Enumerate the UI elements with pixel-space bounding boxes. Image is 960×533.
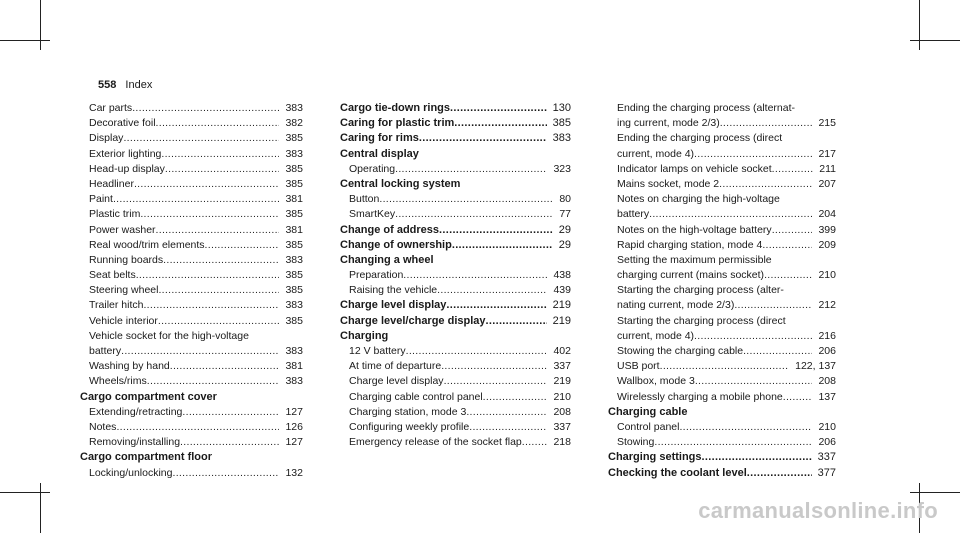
entry-text: Running boards [89,253,164,266]
crop-mark [910,492,960,493]
entry-text: battery [89,345,122,357]
heading-text: Changing a wheel [340,253,434,266]
page-number: 558 [98,79,117,91]
index-heading [340,116,571,131]
index-entry [80,283,303,298]
page-reference: 383 [285,102,303,114]
entry-text: Car parts [89,102,133,114]
dot-leader [121,344,279,359]
page-reference: 385 [285,314,303,327]
entry-text: Notes [89,420,117,433]
dot-leader [695,374,813,389]
page-reference: 212 [818,299,836,312]
index-heading [340,298,571,313]
dot-leader [486,314,547,329]
page-reference: 207 [818,177,836,190]
page-reference: 217 [818,147,836,160]
entry-text: Steering wheel [89,284,159,297]
heading-text: Charge level display [340,299,447,312]
index-entry [80,405,303,420]
dot-leader [450,101,547,116]
entry-text: Extending/retracting [89,405,183,418]
page-reference: 337 [553,360,571,373]
index-entry [608,177,836,192]
entry-text: Ending the charging process (alternat- [617,102,796,114]
index-entry [340,420,571,435]
index-heading [608,450,836,465]
entry-text: At time of departure [349,360,442,373]
index-entry [340,192,571,207]
index-heading [340,131,571,146]
dot-leader [660,359,790,374]
page-reference: 210 [553,390,571,403]
dot-leader [113,192,280,207]
entry-text: Trailer hitch [89,299,144,312]
crop-mark [0,492,50,493]
dot-leader [783,390,813,405]
index-entry [608,162,836,177]
dot-leader [772,162,814,177]
heading-text: Checking the coolant level [608,466,747,479]
index-entry [340,435,571,450]
dot-leader [734,298,812,313]
entry-text: Stowing the charging cable [617,345,744,357]
page-reference: 383 [285,375,303,388]
dot-leader [395,162,547,177]
dot-leader [172,466,279,481]
dot-leader [156,116,280,131]
dot-leader [679,420,812,435]
index-entry [80,116,303,131]
entry-text: Power washer [89,223,156,236]
entry-text: Headliner [89,177,134,190]
index-heading [80,450,303,465]
dot-leader [123,131,279,146]
watermark: carmanualsonline.info [698,498,938,523]
entry-text: USB port [617,360,660,373]
index-entry [608,329,836,344]
index-entry [608,101,836,116]
heading-text: Caring for rims [340,132,419,145]
entry-text: SmartKey [349,208,396,221]
heading-text: Central locking system [340,177,461,190]
index-entry [80,329,303,344]
dot-leader [158,283,279,298]
entry-text: ing current, mode 2/3) [617,117,720,130]
dot-leader [182,405,279,420]
index-entry [608,116,836,131]
index-entry [80,435,303,450]
entry-text: Display [89,132,124,145]
entry-text: Control panel [617,420,680,433]
index-entry [80,359,303,374]
page-reference: 209 [818,238,836,251]
page-reference: 218 [553,436,571,449]
page-reference: 219 [552,314,571,327]
index-entry [80,374,303,389]
page-reference: 383 [285,299,303,312]
entry-text: Starting the charging process (alter- [617,284,784,297]
entry-text: Emergency release of the socket flap [349,436,522,449]
index-entry [340,390,571,405]
index-heading [80,390,303,405]
index-column-2 [340,101,571,450]
index-column-1 [80,101,303,481]
page-reference: 439 [553,284,571,297]
page-reference: 385 [285,177,303,190]
dot-leader [469,420,547,435]
heading-text: Charging cable [608,405,688,418]
dot-leader [140,207,279,222]
index-entry [80,177,303,192]
index-entry [80,238,303,253]
page-reference: 385 [285,284,303,297]
entry-text: Charging cable control panel [349,390,483,403]
page-reference: 438 [553,269,571,282]
page-header [98,79,152,91]
index-entry [80,268,303,283]
dot-leader [134,177,280,192]
index-entry [340,162,571,177]
heading-text: Charging settings [608,451,702,464]
dot-leader [437,283,547,298]
page-reference: 399 [818,223,836,236]
index-heading [340,253,571,268]
dot-leader [136,268,280,283]
page-reference: 385 [285,132,303,145]
index-entry [80,192,303,207]
dot-leader [444,374,548,389]
page-reference: 385 [552,117,571,130]
page-reference: 208 [553,405,571,418]
dot-leader [694,147,812,162]
page-title: Index [125,79,153,91]
entry-text: current, mode 4) [617,147,695,160]
index-entry [80,223,303,238]
page-reference: 77 [559,208,571,221]
index-entry [608,298,836,313]
entry-text: Seat belts [89,269,136,282]
page-reference: 337 [817,451,836,464]
dot-leader [441,359,547,374]
index-entry [80,253,303,268]
dot-leader [764,268,812,283]
entry-text: Vehicle socket for the high-voltage [89,329,249,342]
page-reference: 215 [818,117,836,130]
index-entry [80,131,303,146]
entry-text: Operating [349,162,396,175]
page-reference: 122, 137 [795,360,836,373]
dot-leader [132,101,279,116]
dot-leader [403,268,547,283]
dot-leader [454,116,546,131]
dot-leader [439,223,553,238]
index-entry [608,253,836,268]
page-reference: 132 [285,466,303,479]
index-entry [80,147,303,162]
index-heading [340,238,571,253]
page-reference: 127 [285,436,303,449]
entry-text: Head-up display [89,162,165,175]
page-reference: 29 [558,238,571,251]
crop-mark [910,40,960,41]
entry-text: current, mode 4) [617,329,695,342]
heading-text: Cargo compartment floor [80,451,213,464]
index-entry [608,420,836,435]
index-heading [340,329,571,344]
index-entry [608,435,836,450]
dot-leader [747,466,812,481]
page-reference: 127 [285,405,303,418]
page-reference: 219 [552,299,571,312]
page-reference: 29 [558,223,571,236]
dot-leader [147,374,280,389]
page-reference: 381 [285,360,303,373]
dot-leader [419,131,547,146]
entry-text: Real wood/trim elements [89,238,205,251]
index-entry [608,359,836,374]
index-heading [340,177,571,192]
entry-text: Plastic trim [89,208,141,221]
page-reference: 210 [818,269,836,282]
dot-leader [466,405,547,420]
page-reference: 337 [553,420,571,433]
dot-leader [406,344,548,359]
index-entry [340,207,571,222]
page-reference: 137 [818,390,836,403]
entry-text: battery [617,208,650,221]
page-reference: 382 [285,117,303,130]
index-entry [80,344,303,359]
dot-leader [180,435,279,450]
index-entry [608,147,836,162]
dot-leader [165,162,280,177]
entry-text: Removing/installing [89,436,181,449]
page-reference: 385 [285,238,303,251]
dot-leader [379,192,553,207]
index-entry [608,192,836,207]
page-reference: 219 [553,375,571,388]
dot-leader [654,435,812,450]
entry-text: Rapid charging station, mode 4 [617,238,763,251]
page-reference: 385 [285,162,303,175]
dot-leader [446,298,546,313]
dot-leader [158,314,280,329]
index-entry [80,207,303,222]
entry-text: Button [349,193,380,206]
entry-text: Wheels/rims [89,375,147,388]
index-column-3 [608,101,836,481]
dot-leader [720,116,813,131]
entry-text: Decorative foil [89,117,156,130]
dot-leader [452,238,553,253]
entry-text: Preparation [349,269,404,282]
page-reference: 385 [285,269,303,282]
page-reference: 383 [285,147,303,160]
page-reference: 377 [817,466,836,479]
dot-leader [702,450,812,465]
entry-text: Starting the charging process (direct [617,314,786,327]
index-entry [340,374,571,389]
page-reference: 383 [285,253,303,266]
index-heading [340,101,571,116]
entry-text: charging current (mains socket) [617,269,765,282]
index-entry [608,344,836,359]
index-entry [80,466,303,481]
index-heading [340,314,571,329]
heading-text: Cargo compartment cover [80,390,217,403]
page-reference: 130 [552,102,571,114]
entry-text: Exterior lighting [89,147,162,160]
dot-leader [522,435,548,450]
heading-text: Charging [340,329,389,342]
entry-text: Washing by hand [89,360,170,373]
heading-text: Central display [340,147,419,160]
index-entry [80,101,303,116]
entry-text: Stowing [617,436,655,449]
index-heading [608,405,836,420]
page-reference: 381 [285,223,303,236]
index-entry [608,207,836,222]
page-reference: 206 [818,436,836,449]
index-entry [80,420,303,435]
dot-leader [483,390,548,405]
page-reference: 204 [818,208,836,221]
entry-text: Configuring weekly profile [349,420,470,433]
dot-leader [772,223,813,238]
index-entry [608,390,836,405]
dot-leader [649,207,812,222]
crop-mark [40,0,41,50]
page-reference: 210 [818,420,836,433]
heading-text: Change of ownership [340,238,452,251]
dot-leader [163,253,279,268]
index-entry [340,283,571,298]
page-reference: 381 [285,193,303,206]
dot-leader [116,420,279,435]
index-entry [608,238,836,253]
entry-text: Notes on the high-voltage battery [617,223,772,236]
index-entry [80,314,303,329]
page-reference: 402 [553,345,571,357]
index-entry [608,283,836,298]
heading-text: Change of address [340,223,440,236]
entry-text: Raising the vehicle [349,284,438,297]
index-heading [340,223,571,238]
page-reference: 206 [818,345,836,357]
heading-text: Caring for plastic trim [340,117,455,130]
page-reference: 216 [818,329,836,342]
index-entry [340,344,571,359]
page-reference: 323 [553,162,571,175]
entry-text: Wallbox, mode 3 [617,375,695,388]
dot-leader [395,207,553,222]
entry-text: Setting the maximum permissible [617,253,772,266]
crop-mark [919,0,920,50]
index-entry [608,223,836,238]
dot-leader [143,298,279,313]
entry-text: Paint [89,193,113,206]
index-heading [340,147,571,162]
index-entry [608,314,836,329]
entry-text: Ending the charging process (direct [617,132,783,145]
dot-leader [156,223,280,238]
entry-text: Vehicle interior [89,314,158,327]
entry-text: Mains socket, mode 2 [617,177,720,190]
dot-leader [743,344,812,359]
entry-text: Charging station, mode 3 [349,405,467,418]
dot-leader [205,238,280,253]
index-entry [608,131,836,146]
index-entry [340,268,571,283]
entry-text: Wirelessly charging a mobile phone [617,390,783,403]
page-reference: 383 [552,132,571,145]
index-entry [608,268,836,283]
index-heading [608,466,836,481]
page-reference: 80 [559,193,571,206]
crop-mark [0,40,50,41]
entry-text: Notes on charging the high-voltage [617,193,780,206]
dot-leader [694,329,812,344]
index-entry [340,405,571,420]
index-entry [608,374,836,389]
heading-text: Charge level/charge display [340,314,486,327]
page-reference: 208 [818,375,836,388]
entry-text: Indicator lamps on vehicle socket [617,162,772,175]
index-entry [80,162,303,177]
dot-leader [719,177,812,192]
entry-text: nating current, mode 2/3) [617,299,735,312]
index-entry [80,298,303,313]
page-reference: 211 [819,162,836,175]
page-reference: 126 [285,420,303,433]
dot-leader [170,359,280,374]
entry-text: Locking/unlocking [89,466,173,479]
dot-leader [161,147,279,162]
page-reference: 385 [285,208,303,221]
index-entry [340,359,571,374]
dot-leader [762,238,812,253]
entry-text: 12 V battery [349,345,406,357]
page-reference: 383 [285,345,303,357]
heading-text: Cargo tie-down rings [340,102,450,114]
crop-mark [40,483,41,533]
entry-text: Charge level display [349,375,444,388]
